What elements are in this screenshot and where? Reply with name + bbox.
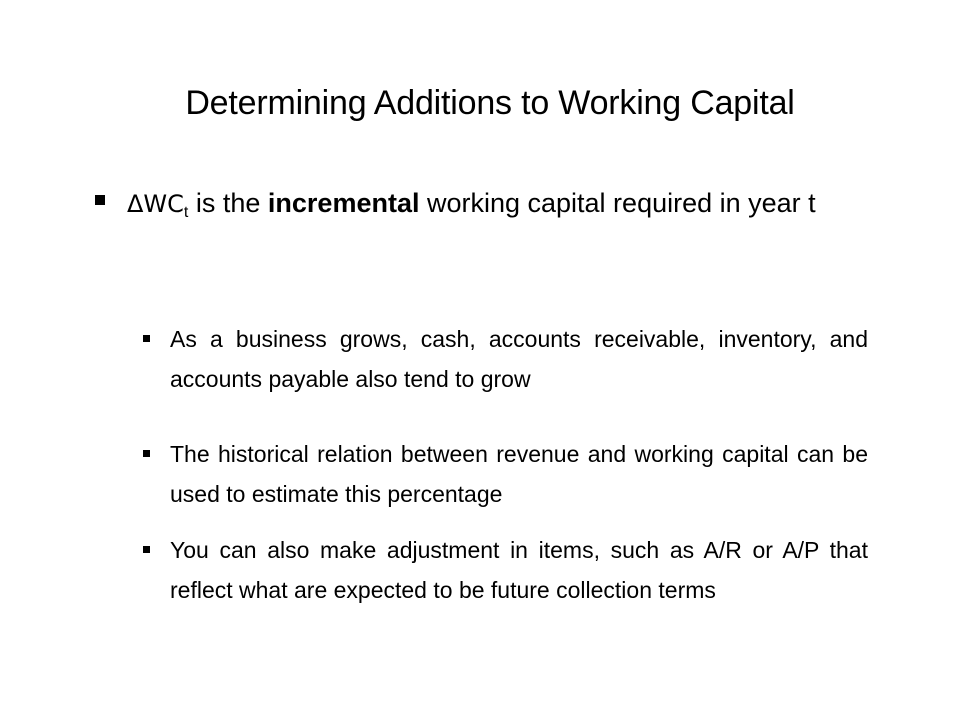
sub-bullet-text: You can also make adjustment in items, such as A/R or A/P that reflect what are expected to be future collection terms [170, 537, 868, 603]
sub-bullet-text: The historical relation between revenue and working capital can be used to estimate this percentage [170, 441, 868, 507]
emphasis-incremental: incremental [267, 188, 420, 218]
main-bullet-text [127, 178, 868, 229]
sub-bullet [143, 434, 868, 514]
sub-bullet-text: As a business grows, cash, accounts receivable, inventory, and accounts payable also tend to grow [170, 326, 868, 392]
delta-wc-symbol: ΔWC [127, 190, 184, 218]
main-bullet [95, 178, 868, 229]
sub-bullet [143, 319, 868, 399]
square-bullet-icon [143, 335, 150, 342]
text-after-emphasis: working capital required in year t [419, 188, 816, 218]
slide-title: Determining Additions to Working Capital [185, 84, 795, 122]
square-bullet-icon [143, 450, 150, 457]
sub-bullet [143, 530, 868, 610]
square-bullet-icon [143, 546, 150, 553]
square-bullet-icon [95, 195, 105, 205]
subscript-t: t [183, 204, 189, 221]
text-before-emphasis: is the [188, 188, 268, 218]
